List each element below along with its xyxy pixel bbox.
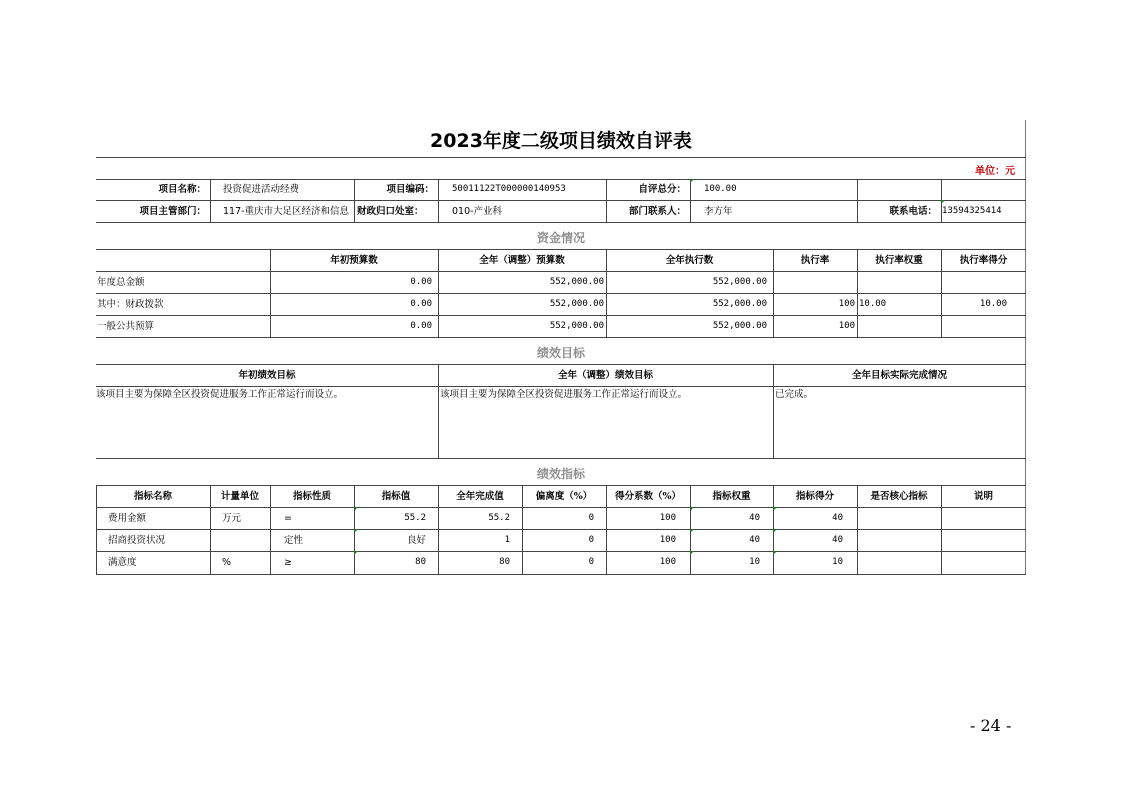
funds-rate: 100 — [838, 299, 855, 309]
funds-initial: 0.00 — [410, 277, 432, 287]
indicator-value: 55.2 — [404, 513, 426, 523]
indicator-unit: 万元 — [222, 513, 242, 524]
indicator-score: 10 — [832, 557, 843, 567]
section-title-funds: 资金情况 — [536, 231, 585, 245]
project-code-label: 项目编码： — [386, 184, 434, 195]
grid-line — [96, 293, 1026, 294]
indicator-header: 指标权重 — [712, 491, 751, 502]
indicator-header: 是否核心指标 — [870, 491, 928, 502]
funds-adjusted: 552,000.00 — [549, 299, 604, 309]
funds-rate: 100 — [838, 321, 855, 331]
cell-marker — [773, 507, 777, 511]
cell-marker — [354, 551, 358, 555]
project-name-value: 投资促进活动经费 — [223, 184, 300, 195]
indicator-score: 40 — [832, 513, 843, 523]
page-number: - 24 - — [970, 716, 1012, 735]
indicator-name: 满意度 — [108, 557, 137, 568]
indicator-nature: 定性 — [284, 535, 304, 546]
finance-office-value: 010-产业科 — [452, 206, 503, 217]
funds-executed: 552,000.00 — [712, 299, 767, 309]
funds-weight: 10.00 — [859, 299, 887, 309]
indicator-value: 良好 — [406, 535, 426, 546]
funds-header: 执行率 — [800, 255, 830, 266]
indicator-nature: = — [284, 513, 292, 524]
indicator-header: 指标值 — [381, 491, 411, 502]
indicator-unit: % — [222, 557, 232, 568]
grid-line — [438, 179, 439, 222]
grid-line — [96, 271, 1026, 272]
indicator-coefficient: 100 — [659, 535, 676, 545]
contact-label: 部门联系人： — [628, 206, 686, 217]
page-title: 2023年度二级项目绩效自评表 — [430, 130, 692, 152]
phone-label: 联系电话： — [889, 206, 937, 217]
indicator-name: 费用金额 — [108, 513, 147, 524]
finance-office-label: 财政归口处室： — [357, 206, 424, 217]
cell-marker — [690, 529, 694, 533]
cell-marker — [941, 200, 945, 204]
grid-line — [96, 458, 1026, 459]
indicator-done: 1 — [504, 535, 510, 545]
funds-row-label: 年度总金额 — [97, 277, 145, 288]
indicator-deviation: 0 — [588, 535, 594, 545]
funds-row-label: 一般公共预算 — [97, 321, 155, 332]
indicator-deviation: 0 — [588, 557, 594, 567]
cell-marker — [354, 507, 358, 511]
cell-marker — [354, 529, 358, 533]
funds-header: 全年执行数 — [665, 255, 714, 266]
grid-line — [96, 337, 1026, 338]
funds-score: 10.00 — [979, 299, 1007, 309]
indicator-header: 得分系数（%） — [614, 491, 682, 502]
grid-line — [96, 574, 1026, 575]
dept-label: 项目主管部门： — [139, 206, 206, 217]
grid-line — [96, 529, 1026, 530]
funds-header: 年初预算数 — [330, 255, 378, 266]
funds-initial: 0.00 — [410, 321, 432, 331]
title-underline — [96, 157, 1026, 158]
funds-header: 全年（调整）预算数 — [479, 255, 565, 266]
goal-initial-text: 该项目主要为保障全区投资促进服务工作正常运行而设立。 — [96, 389, 344, 400]
indicator-header: 指标得分 — [795, 491, 834, 502]
grid-line — [96, 179, 1026, 180]
grid-line — [96, 249, 1026, 250]
grid-line — [690, 179, 691, 222]
dept-value: 117-重庆市大足区经济和信息 — [223, 206, 350, 217]
indicator-value: 80 — [415, 557, 426, 567]
indicator-score: 40 — [832, 535, 843, 545]
section-title-goals: 绩效目标 — [536, 346, 585, 360]
indicator-done: 80 — [499, 557, 510, 567]
funds-adjusted: 552,000.00 — [549, 277, 604, 287]
indicator-weight: 40 — [749, 535, 760, 545]
indicator-header: 指标性质 — [292, 491, 331, 502]
funds-executed: 552,000.00 — [712, 277, 767, 287]
funds-header: 执行率权重 — [875, 255, 923, 266]
grid-line — [96, 386, 1026, 387]
funds-row-label: 其中：财政拨款 — [97, 299, 164, 310]
indicator-header: 全年完成值 — [456, 491, 504, 502]
funds-initial: 0.00 — [410, 299, 432, 309]
cell-marker — [690, 179, 694, 183]
goal-actual-text: 已完成。 — [775, 389, 814, 400]
goals-header: 年初绩效目标 — [238, 370, 296, 381]
goals-header: 全年（调整）绩效目标 — [557, 370, 653, 381]
indicator-weight: 10 — [749, 557, 760, 567]
indicator-name: 招商投资状况 — [108, 535, 166, 546]
grid-line — [96, 507, 1026, 508]
cell-marker — [773, 551, 777, 555]
funds-header: 执行率得分 — [959, 255, 1008, 266]
self-score-label: 自评总分： — [638, 184, 686, 195]
indicator-nature: ≥ — [284, 557, 292, 568]
self-score-value: 100.00 — [704, 184, 737, 194]
grid-line — [210, 179, 211, 222]
goals-header: 全年目标实际完成情况 — [851, 370, 947, 381]
phone-value: 13594325414 — [942, 206, 1002, 216]
cell-marker — [773, 529, 777, 533]
contact-value: 李方年 — [704, 206, 733, 217]
indicator-header: 计量单位 — [220, 491, 259, 502]
indicator-weight: 40 — [749, 513, 760, 523]
indicator-coefficient: 100 — [659, 513, 676, 523]
unit-label: 单位：元 — [975, 166, 1015, 177]
goal-adjusted-text: 该项目主要为保障全区投资促进服务工作正常运行而设立。 — [440, 389, 688, 400]
grid-line — [96, 485, 1026, 486]
funds-adjusted: 552,000.00 — [549, 321, 604, 331]
funds-executed: 552,000.00 — [712, 321, 767, 331]
indicator-done: 55.2 — [488, 513, 510, 523]
indicator-header: 说明 — [973, 491, 993, 502]
grid-line — [96, 315, 1026, 316]
project-code-value: 50011122T000000140953 — [452, 184, 566, 194]
grid-line — [96, 364, 1026, 365]
grid-line — [96, 222, 1026, 223]
project-name-label: 项目名称： — [158, 184, 206, 195]
indicator-deviation: 0 — [588, 513, 594, 523]
grid-line — [96, 200, 1026, 201]
cell-marker — [690, 551, 694, 555]
section-title-indicators: 绩效指标 — [536, 467, 585, 481]
indicator-coefficient: 100 — [659, 557, 676, 567]
indicator-header: 指标名称 — [133, 491, 172, 502]
grid-line — [96, 551, 1026, 552]
indicator-header: 偏离度（%） — [535, 491, 593, 502]
cell-marker — [690, 507, 694, 511]
